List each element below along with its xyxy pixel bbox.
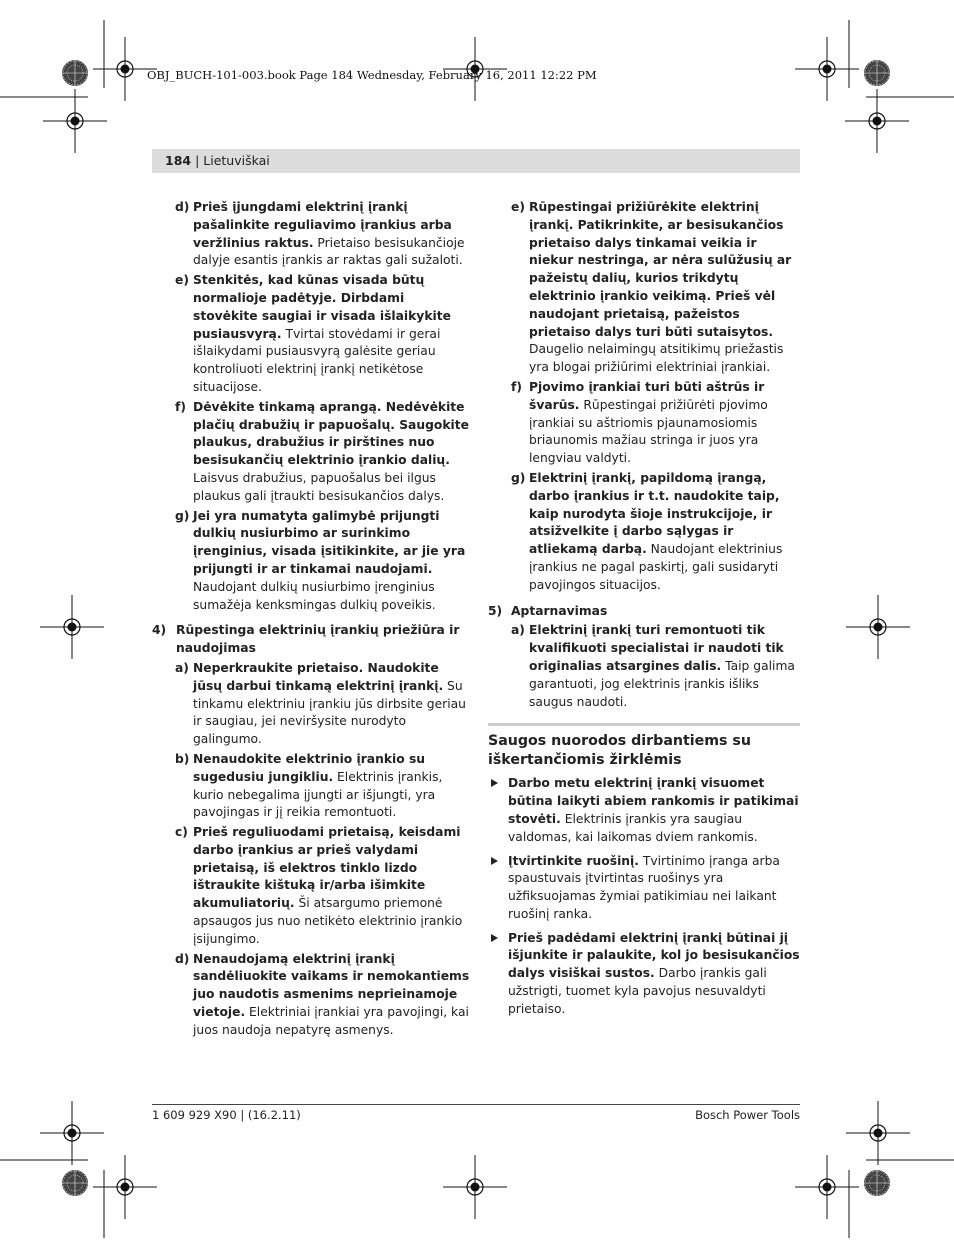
item-text: Naudojant elektrinius įrankius ne pagal paskirtį, gali susidaryti pavojingos situacijos. [529, 542, 783, 592]
section-title: Saugos nuorodos dirbantiems su iškertančiomis žirklėmis [488, 733, 751, 769]
bullet-item [488, 853, 800, 924]
item-marker: e) [511, 200, 525, 214]
item-text: Taip galima garantuoti, jog elektrinis įrankis išliks saugus naudoti. [529, 658, 795, 709]
item-bold-text: Pjovimo įrankiai turi būti aštrūs ir švarūs. [529, 379, 765, 412]
right-column [488, 199, 800, 1025]
triangle-bullet-icon [491, 779, 498, 787]
section-divider [488, 723, 800, 726]
footer-brand: Bosch Power Tools [695, 1108, 800, 1122]
triangle-bullet-icon [491, 934, 498, 942]
registration-rosette-icon [864, 1170, 890, 1196]
item-text: Laisvus drabužius, papuošalus bei ilgus plaukus gali įtraukti besisukančios dalys. [193, 470, 445, 503]
list-item [152, 824, 472, 949]
item-marker: f) [175, 399, 186, 414]
item-bold-text: Prieš reguliuodami prietaisą, keisdami darbo įrankius ar prieš valydami prietaisą, iš elektros tinklo lizdo ištraukite kištuką ir/arba išimkite akumuliatorių. [193, 825, 461, 911]
list-item [152, 272, 472, 397]
bullet-text: Darbo įrankis gali užstrigti, tuomet kyla pavojus nesuvaldyti prietaiso. [508, 966, 767, 1016]
item-bold-text: Nenaudokite elektrinio įrankio su sugedusiu jungikliu. [193, 751, 426, 784]
item-marker: d) [175, 951, 190, 966]
bullet-item [488, 930, 800, 1019]
list-heading [152, 622, 472, 658]
list-item [152, 508, 472, 615]
item-text: Naudojant dulkių nusiurbimo įrenginius sumažėja kenksmingas dulkių poveikis. [193, 579, 436, 612]
item-text: Elektriniai įrankiai yra pavojingi, kai juos naudoja nepatyrę asmenys. [193, 1005, 469, 1037]
print-slug-line: OBJ_BUCH-101-003.book Page 184 Wednesday, February 16, 2011 12:22 PM [147, 68, 597, 82]
registration-rosette-icon [62, 60, 88, 86]
item-text: Prietaiso besisukančioje dalyje esantis įrankis ar raktas gali sužaloti. [193, 235, 465, 268]
item-bold-text: Neperkraukite prietaiso. Naudokite jūsų darbui tinkamą elektrinį įrankį. [193, 660, 444, 693]
item-marker: f) [511, 379, 522, 394]
item-marker: g) [175, 508, 190, 523]
item-marker: 4) [152, 623, 167, 638]
registration-cross-icon [40, 595, 104, 659]
bullet-item [488, 775, 800, 846]
list-item [152, 751, 472, 822]
left-column [152, 199, 472, 1042]
list-item [488, 379, 800, 468]
item-bold-text: Elektrinį įrankį turi remontuoti tik kvalifikuoti specialistai ir naudoti tik originalias atsargines dalis. [529, 623, 784, 673]
registration-cross-icon [845, 89, 909, 153]
list-item [488, 199, 800, 377]
list-item [152, 660, 472, 749]
item-marker: 5) [488, 603, 503, 618]
bullet-text: Tvirtinimo įranga arba spaustuvais įtvirtintas ruošinys yra užfiksuojamas žymiai patikimiau nei laikant ruošinį ranka. [508, 853, 780, 921]
list-item [152, 199, 472, 270]
registration-cross-icon [40, 1101, 104, 1165]
item-bold-text: Elektrinį įrankį, papildomą įrangą, darbo įrankius ir t.t. naudokite taip, kaip nurodyta šioje instrukcijoje, ir atsižvelkite į darbo sąlygas ir atliekamą darbą. [529, 470, 780, 557]
item-text: Elektrinis įrankis, kurio nebegalima įjungti ar išjungti, yra pavojingas ir jį reikia remontuoti. [193, 769, 443, 820]
bullet-bold-text: Darbo metu elektrinį įrankį visuomet būtina laikyti abiem rankomis ir patikimai stovėti. [508, 776, 799, 826]
list-item [488, 622, 800, 711]
item-bold-text: Prieš įjungdami elektrinį įrankį pašalinkite reguliavimo įrankius arba veržlinius raktus. [193, 200, 452, 250]
item-bold-text: Rūpestinga elektrinių įrankių priežiūra ir naudojimas [176, 623, 460, 656]
bullet-bold-text: Prieš padėdami elektrinį įrankį būtinai jį išjunkite ir palaukite, kol jo besisukančios dalys visiškai sustos. [508, 930, 800, 981]
registration-cross-icon [846, 595, 910, 659]
registration-cross-icon [93, 1155, 157, 1219]
registration-rosette-icon [864, 60, 890, 86]
list-item [488, 470, 800, 595]
triangle-bullet-icon [491, 857, 498, 865]
registration-cross-icon [846, 1101, 910, 1165]
item-bold-text: Nenaudojamą elektrinį įrankį sandėliuokite vaikams ir nemokantiems juo naudotis asmenims neprieinamoje vietoje. [193, 951, 470, 1020]
item-text: Rūpestingai prižiūrėti pjovimo įrankiai su aštriomis pjaunamosiomis briaunomis mažiau stringa ir juos yra lengviau valdyti. [529, 397, 768, 466]
item-bold-text: Aptarnavimas [511, 603, 608, 618]
registration-cross-icon [443, 1155, 507, 1219]
item-marker: a) [511, 623, 525, 638]
footer-divider [152, 1104, 800, 1105]
item-bold-text: Stenkitės, kad kūnas visada būtų normalioje padėtyje. Dirbdami stovėkite saugiai ir visada išlaikykite pusiausvyrą. [193, 273, 451, 341]
item-marker: d) [175, 200, 190, 214]
list-item [152, 951, 472, 1040]
item-text: Su tinkamu elektriniu įrankiu jūs dirbsite geriau ir saugiau, jei neviršysite nurodyto galingumo. [193, 678, 466, 747]
item-marker: e) [175, 273, 189, 288]
item-text: Ši atsargumo priemonė apsaugos jus nuo netikėto elektrinio įrankio įsijungimo. [193, 896, 463, 946]
footer-document-id: 1 609 929 X90 | (16.2.11) [152, 1108, 301, 1122]
list-item [152, 399, 472, 506]
bullet-bold-text: Įtvirtinkite ruošinį. [508, 853, 639, 868]
header-language: Lietuviškai [203, 153, 270, 168]
item-text: Daugelio nelaimingų atsitikimų priežastis yra blogai prižiūrimi elektriniai įrankiai. [529, 342, 784, 375]
registration-rosette-icon [62, 1170, 88, 1196]
item-bold-text: Jei yra numatyta galimybė prijungti dulkių nusiurbimo ar surinkimo įrenginius, visada įsitikinkite, ar jie yra prijungti ir ar tinkamai naudojami. [193, 508, 466, 576]
item-marker: g) [511, 470, 526, 485]
bullet-text: Elektrinis įrankis yra saugiau valdomas, kai laikomas dviem rankomis. [508, 811, 758, 844]
page-header [165, 153, 270, 168]
item-text: Tvirtai stovėdami ir gerai išlaikydami pusiausvyrą galėsite geriau kontroliuoti elektrinį įrankį netikėtose situacijose. [193, 326, 441, 394]
header-separator: | [191, 153, 204, 168]
list-heading [488, 603, 800, 621]
item-marker: a) [175, 660, 189, 675]
item-bold-text: Rūpestingai prižiūrėkite elektrinį įrankį. Patikrinkite, ar besisukančios prietaiso dalys tinkamai veikia ir niekur nestringa, ar nėra sulūžusių ar pažeistų dalių, kurios trikdytų elektrinio įrankio veikimą. Prieš vėl naudojant prietaisą, pažeistos prietaiso dalys turi būti sutaisytos. [529, 200, 792, 339]
item-bold-text: Dėvėkite tinkamą aprangą. Nedėvėkite plačių drabužių ir papuošalų. Saugokite plaukus, drabužius ir pirštines nuo besisukančių elektrinio įrankio dalių. [193, 399, 469, 468]
page-number: 184 [165, 153, 192, 168]
item-marker: b) [175, 751, 190, 766]
item-marker: c) [175, 825, 188, 840]
registration-cross-icon [43, 89, 107, 153]
